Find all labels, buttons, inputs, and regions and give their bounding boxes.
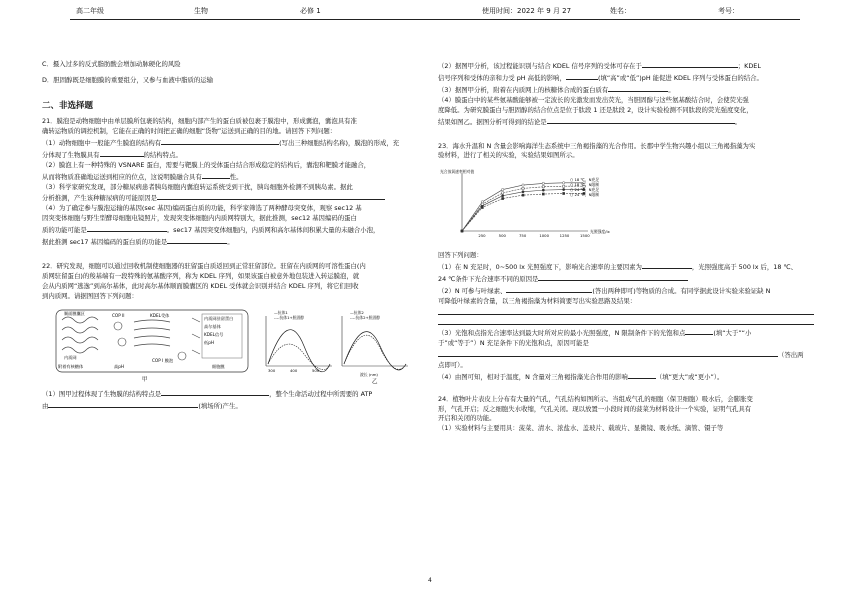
q21-part1-line1 xyxy=(42,137,418,149)
q22-part2-line2 xyxy=(438,72,818,84)
ps-ylabel: 光合放氧速率相对值 xyxy=(440,169,475,175)
q21-4a: （4）为了确定参与膜泡运输的基因(sec 基因)编码蛋白质的功能，科学家筛选了两种酵母突变体，观察 sec12 基 xyxy=(42,204,362,213)
answer-blank[interactable] xyxy=(608,84,668,92)
q22-part2-line1 xyxy=(438,60,818,72)
ps-legend-entry: ○ 24 ℃，N充足 xyxy=(570,187,600,193)
ps-data-point xyxy=(501,189,503,191)
q21-part4-line3 xyxy=(42,224,418,236)
q23-part2-line1 xyxy=(438,285,818,297)
q21-4b: 因突变体细胞与野生型酵母细胞电镜照片，发现突变体细胞内内质网特别大，据此推测，sec12 基因编码的蛋白 xyxy=(42,214,357,223)
yi-tick-500: 500 xyxy=(312,367,320,373)
q21-intro-2: 确转运物质的调控机制，它能在正确的时间把正确的细胞“货物”运送到正确的目的地。请回答下列问题： xyxy=(42,126,337,135)
label-high-ph: 高pH xyxy=(114,363,124,369)
name-label: 姓名： xyxy=(610,7,631,15)
right-column xyxy=(438,24,818,434)
answer-blank[interactable] xyxy=(628,371,656,379)
label-receptor: KDEL受体 xyxy=(150,312,170,318)
q22-4a: （4）膜蛋白中的某些氨基酸能够被一定波长的光激发而发出荧光，当胆固醇与这些氨基酸结合时，会使荧光强 xyxy=(438,95,749,104)
q23-p3a: （3）光饱和点指光合速率达到最大时所对应的最小光照强度，N 限制条件下的光饱和点 xyxy=(438,328,686,337)
q24-intro-1: 24．植物叶片表皮上分布有大量的气孔，气孔结构如图所示。当组成气孔的细胞（保卫细胞）吸水后，会膨胀变 xyxy=(438,394,753,403)
q21-1b: (写出三种细胞结构名称)，膜泡的形成，充 xyxy=(279,138,400,147)
q23-p2a: （2）N 可参与叶绿素、 xyxy=(438,287,507,296)
answer-blank[interactable] xyxy=(642,60,738,68)
option-c: C．摄入过多的反式脂肪酸会增加动脉硬化的风险 xyxy=(42,60,181,68)
left-column xyxy=(42,24,418,412)
ps-x-tick: 1250 xyxy=(559,233,570,239)
q21-1d: 的结构特点。 xyxy=(143,150,182,159)
q23-p3d: （答出两 xyxy=(778,350,804,359)
option-d: D．胆固醇既是细胞膜的重要组分，又参与血液中脂质的运输 xyxy=(42,75,214,84)
q22-intro-3: 会从内质网“逃逸”到高尔基体，此时高尔基体顺面膜囊区的 KDEL 受体就会识别并结合 KDEL 序列，将它们回收 xyxy=(42,281,359,290)
answer-blank[interactable] xyxy=(202,171,230,179)
ps-data-point xyxy=(481,201,483,203)
q22-2b: ；KDEL xyxy=(737,62,761,70)
q22-4c: 结果如图乙。据图分析可得到的结论是 xyxy=(438,117,547,126)
ps-data-point xyxy=(562,182,564,184)
ps-x-tick: 250 xyxy=(478,233,486,239)
answer-blank[interactable] xyxy=(566,72,598,80)
diagram-jia xyxy=(56,310,248,383)
q21-1a: （1）动物细胞中一般能产生膜泡的结构有 xyxy=(42,138,162,147)
answer-blank[interactable] xyxy=(87,224,167,232)
q23-answer-label: 回答下列问题： xyxy=(438,251,483,260)
q23-p2b: (答出两种即可)等物质的合成。有同学据此设计实验来验证缺 N xyxy=(592,287,771,296)
figure-jia-caption: 甲 xyxy=(142,376,148,383)
q22-intro-2: 质网驻留蛋白)的羧基端有一段特殊的氨基酸序列，称为 KDEL 序列，如果该蛋白被意外地包装进入转运膜泡，就 xyxy=(42,272,360,280)
figure-row xyxy=(42,306,418,384)
answer-blank[interactable] xyxy=(438,349,778,357)
q22-part3 xyxy=(438,84,818,96)
q24-intro-2: 形，气孔开启；反之细胞失水收缩，气孔关闭。现以放置一小段时间的菠菜为材料设计一个实验，证明气孔具有 xyxy=(438,404,752,413)
q22-intro-4: 到内质网。请据图回答下列问题： xyxy=(42,291,138,300)
ps-series-line xyxy=(462,194,584,232)
ps-legend-entry: ○ 18 ℃，N限制 xyxy=(570,182,600,188)
q21-part3-line2 xyxy=(42,192,418,204)
ps-data-point xyxy=(501,195,503,197)
q23-part4 xyxy=(438,371,818,383)
page-number: 4 xyxy=(428,577,432,584)
ps-data-point xyxy=(522,184,524,186)
q21-3a: （3）科学家研究发现，部分糖尿病患者胰岛细胞内囊泡转运系统受到干扰，胰岛细胞外检测不到胰岛素。据此 xyxy=(42,182,353,191)
ps-data-point xyxy=(481,203,483,205)
q22-4d: 。 xyxy=(734,117,742,126)
q23-p4b: （填“更大”或“更小”）。 xyxy=(655,372,724,381)
ps-data-point xyxy=(562,189,564,191)
q23-intro-1: 23．海水升温和 N 含量会影响海洋生态系统中三角褐指藻的光合作用。长郡中学生物兴趣小组以三角褐指藻为实 xyxy=(438,141,756,150)
q22-intro-1: 22．研究发现，细胞可以通过回收机制使细胞器的驻留蛋白质返回到正常驻留部位。驻留在内质网的可溶性蛋白(内 xyxy=(42,262,366,271)
yi-legend-2: —抗体2 xyxy=(350,309,364,315)
label-er: 内质网 xyxy=(64,354,77,360)
q23-part3-line3 xyxy=(438,349,818,361)
q23-part3-line1 xyxy=(438,327,818,339)
q22-p1c: 由 xyxy=(42,401,49,410)
ps-x-tick: 500 xyxy=(498,233,506,239)
q23-p1b: ，光照强度高于 500 lx 后，18 ℃、 xyxy=(691,263,798,272)
q23-part1-line2 xyxy=(438,273,818,285)
q22-part4-line3 xyxy=(438,116,818,128)
ps-data-point xyxy=(563,193,565,195)
q22-2a: （2）据图甲分析，该过程能识别与结合 KDEL 信号序列的受体可存在于 xyxy=(438,62,642,70)
subject-label: 生物 xyxy=(194,7,208,15)
q21-4e: 据此推测 sec17 基因编码的蛋白质的功能是 xyxy=(42,238,168,247)
q22-part1-line1 xyxy=(42,388,418,400)
q22-3a: （3）据图甲分析，附着在内质网上的核糖体合成的蛋白质有 xyxy=(438,85,609,94)
date-label: 使用时间：2022 年 9 月 27 xyxy=(482,7,572,15)
ps-x-tick: 750 xyxy=(519,233,527,239)
yi-tick-300: 300 xyxy=(268,367,276,373)
q22-2d: (填“高”或“低”)pH 能促进 KDEL 序列与受体蛋白的结合。 xyxy=(597,73,763,82)
q21-part2-line2 xyxy=(42,171,418,183)
answer-blank[interactable] xyxy=(48,400,198,408)
answer-blank[interactable] xyxy=(685,327,713,335)
answer-line[interactable] xyxy=(438,317,814,325)
ps-x-tick: 1500 xyxy=(580,233,590,239)
ps-data-point xyxy=(542,183,544,185)
q21-2a: （2）膜泡上有一种特殊的 VSNARE 蛋白，需要与靶膜上的受体蛋白结合形成稳定的结构后，囊泡和靶膜才能融合， xyxy=(42,160,371,169)
q23-p3b: (填“大于”“小 xyxy=(713,328,752,337)
q22-3b: 。 xyxy=(668,85,675,94)
header-rule xyxy=(70,19,800,20)
ps-data-point xyxy=(522,194,524,196)
answer-blank[interactable] xyxy=(161,137,279,145)
q22-p1a: （1）图甲过程体现了生物膜的结构特点是 xyxy=(42,389,162,398)
ps-data-point xyxy=(502,198,504,200)
ps-data-point xyxy=(481,207,483,209)
id-label: 考号： xyxy=(718,7,739,15)
figure-yi-caption: 乙 xyxy=(372,378,378,384)
q22-2c: 信号序列和受体的亲和力受 pH 高低的影响， xyxy=(438,73,566,82)
ps-xlabel: 光照强度/lx xyxy=(590,229,610,235)
q23-p2c: 可降低叶绿素的含量，以三角褐指藻为材料简要写出实验思路及结果： xyxy=(438,297,637,306)
ps-data-point xyxy=(502,192,504,194)
section-title: 二、非选择题 xyxy=(42,100,94,111)
answer-blank[interactable] xyxy=(161,388,269,396)
ps-data-point xyxy=(542,193,544,195)
ps-data-point xyxy=(522,191,524,193)
q21-part1-line2 xyxy=(42,149,418,161)
label-shunmian: 顺面膜囊区 xyxy=(64,310,85,316)
yi-xlabel: 波长 (nm) xyxy=(360,371,378,377)
q21-1c: 分体现了生物膜具有 xyxy=(42,150,100,159)
ps-data-point xyxy=(522,188,524,190)
book-label: 必修 1 xyxy=(300,7,321,15)
answer-blank[interactable] xyxy=(642,261,692,269)
label-kdel-signal: KDEL信号 xyxy=(204,331,224,337)
ps-data-point xyxy=(461,230,463,232)
q21-4c: 质的功能可能是 xyxy=(42,226,87,235)
answer-blank[interactable] xyxy=(506,285,592,293)
q21-intro-1: 21．膜泡是动物细胞中由单层膜所包裹的结构，细胞内部产生的蛋白质被包裹于膜泡中，形成囊泡，囊泡具有准 xyxy=(42,117,357,126)
q23-p1a: （1）在 N 充足时，0~500 lx 光照强度下，影响光合速率的主要因素为 xyxy=(438,263,642,272)
yi-tick-400: 400 xyxy=(290,367,298,373)
page-header xyxy=(0,4,860,20)
answer-line[interactable] xyxy=(438,307,814,315)
q22-part1-line2 xyxy=(42,400,418,412)
ps-x-tick: 1000 xyxy=(539,233,550,239)
label-cop2: COP II xyxy=(112,312,125,318)
q21-3b: 分析推测，产生该种糖尿病的可能原因是 xyxy=(42,194,158,203)
answer-blank[interactable] xyxy=(538,273,688,281)
figure-svg xyxy=(42,306,418,384)
q23-p3c: 于”或“等于”）N 充足条件下的光饱和点，原因可能是 xyxy=(438,338,589,347)
chart-yi xyxy=(266,310,408,384)
answer-blank[interactable] xyxy=(100,149,144,157)
grade-label: 高二年级 xyxy=(76,7,104,15)
photosynthesis-chart xyxy=(438,165,638,247)
q23-p4a: （4）由图可知，相对于温度，N 含量对三角褐指藻光合作用的影响 xyxy=(438,372,628,381)
answer-blank[interactable] xyxy=(157,192,385,200)
q21-2b: 从而将物质准确地运送到相应的位点，这说明膜融合具有 xyxy=(42,172,202,181)
ps-data-point xyxy=(563,185,565,187)
q22-4b: 度降低。为研究膜蛋白与胆固醇的结合位点是位于肽段 1 还是肽段 2，设计实验检测不同肽段的荧光强度变化， xyxy=(438,105,753,114)
ps-data-point xyxy=(542,189,544,191)
q23-part1-line1 xyxy=(438,261,818,273)
yi-legend-1b: ----抗体1+胆固醇 xyxy=(274,314,305,320)
q24-intro-3: 开启和关闭的功能。 xyxy=(438,414,496,423)
label-cop1: COP I 膜泡 xyxy=(152,357,174,363)
q22-p1b: ，整个生命活动过程中所需要的 ATP xyxy=(269,389,373,398)
yi-legend-1: —抗体1 xyxy=(274,309,288,315)
q21-part4-line4: 据此推测 sec17 基因编码的蛋白质的功能是 。 xyxy=(42,238,234,247)
q23-intro-2: 验材料，进行了相关的实验，实验结果如图所示。 xyxy=(438,151,579,160)
label-golgi: 高尔基体 xyxy=(204,323,221,329)
q22-p1d: (填场所)产生。 xyxy=(198,401,242,410)
q23-p1c: 24 ℃条件下光合速率不同的原因是 xyxy=(438,275,539,284)
photosynthesis-figure xyxy=(438,165,818,247)
label-membrane: 细胞膜 xyxy=(212,363,225,369)
ps-legend-entry: ○ 18 ℃，N充足 xyxy=(570,177,600,183)
q23-p3e: 点即可）。 xyxy=(438,360,467,369)
answer-blank[interactable] xyxy=(547,116,735,124)
q24-materials: （1）实验材料与主要用具：菠菜、清水、浓盐水、盖玻片、载玻片、显微镜、吸水纸、滴管、镊子等 xyxy=(438,424,724,433)
ps-data-point xyxy=(542,186,544,188)
answer-blank[interactable] xyxy=(167,236,227,244)
yi-legend-2b: ----抗体2+胆固醇 xyxy=(350,314,381,320)
label-er-resident: 内质网驻留蛋白 xyxy=(204,315,234,321)
q21-2c: 性。 xyxy=(229,172,243,181)
q21-4d: 。sec17 基因突变体细胞内，内质网和高尔基体间积累大量的未融合小泡， xyxy=(166,226,380,235)
label-ribosome: 附着有核糖体 xyxy=(58,363,84,369)
label-low-ph: 低pH xyxy=(204,339,214,345)
ps-legend-entry: ○ 24 ℃，N限制 xyxy=(570,192,600,198)
